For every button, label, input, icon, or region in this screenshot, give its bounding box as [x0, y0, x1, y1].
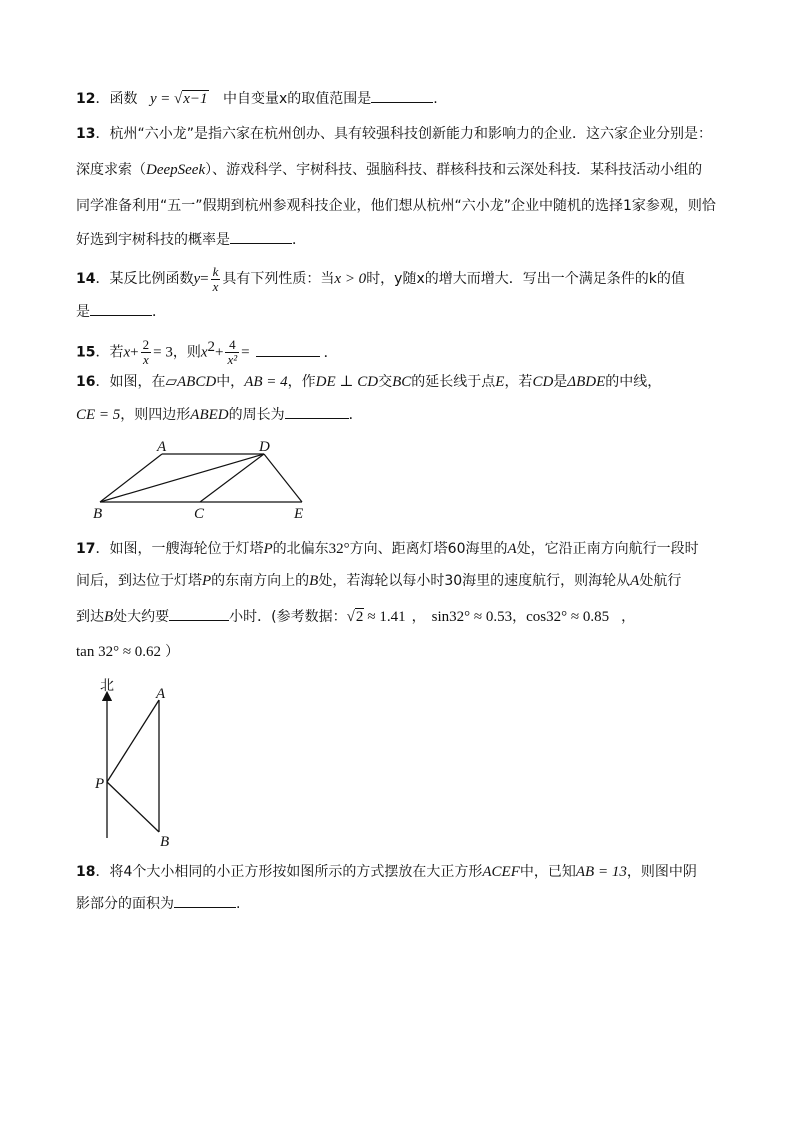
label-north: 北: [100, 678, 114, 694]
question-13-line-3: [76, 196, 716, 216]
label-c: C: [194, 506, 205, 522]
question-text: 时，y随x的增大而增大．写出一个满足条件的k的值: [366, 271, 685, 287]
question-text: 方向、距离灯塔: [349, 541, 448, 557]
math-text: DeepSeek: [146, 162, 206, 178]
question-text: ．函数: [95, 91, 138, 107]
question-text: 是: [553, 374, 568, 390]
math-op: +: [130, 344, 139, 361]
math-expr: ▱ABCD: [165, 374, 217, 390]
answer-blank[interactable]: [285, 404, 349, 419]
separator: ，: [512, 609, 527, 625]
math-expr: ACEF: [482, 864, 520, 880]
question-text: 是: [76, 304, 90, 320]
math-expr: CD: [532, 374, 554, 390]
answer-blank[interactable]: [90, 301, 152, 316]
math-op: =: [200, 271, 209, 287]
question-13-line-4: [76, 229, 306, 250]
answer-blank[interactable]: [174, 893, 236, 908]
question-text: 处大约要: [113, 609, 170, 625]
numerator: k: [212, 263, 219, 279]
question-16-line-2: [76, 404, 363, 425]
question-text: ．: [292, 232, 306, 248]
question-13-line-1: [76, 124, 712, 144]
question-text: 中，已知: [519, 864, 576, 880]
question-17-line-4: [76, 642, 179, 662]
question-17-line-3: [76, 606, 635, 627]
math-op: +: [215, 344, 224, 361]
fraction: [211, 265, 221, 294]
denominator: x: [212, 278, 219, 294]
math-exponent: 2: [207, 339, 216, 355]
question-18-line-2: [76, 893, 240, 914]
question-text: 交: [378, 374, 393, 390]
math-expr: = 3: [153, 344, 173, 361]
math-var: y: [193, 271, 201, 287]
answer-blank[interactable]: [169, 606, 229, 621]
question-number: 14: [76, 271, 96, 287]
question-text: 的延长线于点: [411, 374, 496, 390]
question-text: ，则图中阴: [626, 864, 697, 880]
question-text: ．: [323, 344, 338, 361]
math-var: B: [104, 609, 114, 625]
answer-blank[interactable]: [230, 229, 292, 244]
math-var: A: [507, 541, 517, 557]
question-text: ．: [152, 304, 166, 320]
separator: ，: [411, 609, 426, 625]
question-17-line-1: [76, 539, 699, 559]
sqrt-sign: √: [173, 91, 183, 107]
math-expr: AB = 13: [575, 864, 627, 880]
math-var: y: [149, 91, 157, 107]
sqrt-sign: √: [346, 609, 355, 625]
question-text: 处航行: [639, 573, 682, 589]
question-text: ．: [348, 407, 363, 423]
label-d: D: [259, 439, 270, 455]
segment-ab: [100, 454, 162, 502]
fraction: [141, 338, 152, 367]
question-text: ．如图，在: [95, 374, 166, 390]
math-value: 32°: [328, 541, 350, 557]
question-text: .: [433, 91, 438, 107]
answer-blank[interactable]: [371, 88, 433, 103]
question-text: 的周长为: [228, 407, 285, 423]
math-expr: cos32° ≈ 0.85: [526, 609, 610, 625]
question-number: 18: [76, 864, 96, 880]
question-text: 中，: [216, 374, 245, 390]
question-16-line-1: [76, 372, 661, 392]
question-text: 影部分的面积为: [76, 896, 174, 912]
question-text: ）: [165, 644, 180, 660]
question-text: .: [236, 896, 241, 912]
math-op: =: [241, 344, 250, 361]
question-14-line-1: [76, 262, 685, 296]
separator: ，: [621, 609, 636, 625]
math-var: P: [202, 573, 212, 589]
question-text: ，作: [287, 374, 316, 390]
segment-cd: [200, 454, 264, 502]
question-text: 深度求索（: [76, 162, 146, 178]
math-var: A: [630, 573, 640, 589]
question-text: 同学准备利用“五一”假期到杭州参观科技企业，他们想从杭州“六小龙”企业中随机的选择1家参观，则恰: [76, 198, 716, 214]
answer-blank[interactable]: [256, 342, 320, 357]
numerator: 4: [225, 338, 239, 353]
question-17-line-2: [76, 571, 681, 591]
segment-pa: [107, 700, 159, 782]
segment-pb: [107, 782, 159, 832]
math-expr: CE = 5: [76, 407, 121, 423]
question-text: 中自变量x的取值范围是: [222, 91, 372, 107]
question-number: 12: [76, 91, 96, 107]
question-text: ．如图，一艘海轮位于灯塔: [95, 541, 264, 557]
label-p: P: [95, 776, 105, 792]
question-text: 的东南方向上的: [211, 573, 310, 589]
question-text: 海里的: [465, 541, 508, 557]
question-text: 的中线，: [605, 374, 662, 390]
math-var: E: [495, 374, 505, 390]
question-text: ．将4个大小相同的小正方形按如图所示的方式摆放在大正方形: [95, 864, 483, 880]
math-var: x: [200, 344, 208, 361]
label-e: E: [294, 506, 304, 522]
math-expr: AB = 4: [244, 374, 288, 390]
math-op: =: [161, 91, 170, 107]
question-text: ．某反比例函数: [95, 271, 194, 287]
question-number: 17: [76, 541, 96, 557]
math-expr: ΔBDE: [567, 374, 606, 390]
question-text: 处，它沿正南方向航行一段时: [516, 541, 699, 557]
question-text: 海里的速度航行，则海轮从: [462, 573, 631, 589]
question-text: ．杭州“六小龙”是指六家在杭州创办、具有较强科技创新能力和影响力的企业．这六家企业分别是：: [95, 126, 712, 142]
question-text: 好选到宇树科技的概率是: [76, 232, 230, 248]
math-radicand: x−1: [183, 91, 208, 107]
question-text: ．若: [95, 344, 124, 361]
segment-de: [264, 454, 302, 502]
math-var: P: [263, 541, 273, 557]
question-text: 间后，到达位于灯塔: [76, 573, 202, 589]
math-radicand: 2: [355, 609, 364, 625]
math-var: x: [123, 344, 131, 361]
label-a: A: [157, 439, 167, 455]
question-number: 13: [76, 126, 96, 142]
label-b: B: [160, 834, 170, 848]
math-expr: DE ⊥ CD: [315, 374, 379, 390]
label-a: A: [156, 686, 166, 702]
question-text: 的北偏东: [272, 541, 329, 557]
question-13-line-2: [76, 160, 702, 180]
question-text: 处，若海轮以每小时: [318, 573, 445, 589]
question-text: ，若: [504, 374, 533, 390]
math-expr: x > 0: [334, 271, 367, 287]
denominator: x²: [227, 352, 238, 368]
question-text: ，则: [172, 344, 201, 361]
math-expr: ABED: [190, 407, 229, 423]
q16-figure: [86, 436, 316, 526]
question-15: [76, 330, 338, 370]
math-expr: BC: [392, 374, 412, 390]
numerator: 2: [142, 337, 150, 353]
math-expr: ≈ 1.41: [367, 609, 406, 625]
question-text: ，则四边形: [120, 407, 191, 423]
question-number: 16: [76, 374, 96, 390]
question-text: 具有下列性质：当: [222, 271, 335, 287]
label-b: B: [93, 506, 103, 522]
question-12: [76, 88, 438, 109]
question-text: ）、游戏科学、宇树科技、强脑科技、群核科技和云深处科技．某科技活动小组的: [205, 162, 703, 178]
math-value: 60: [447, 541, 466, 557]
fraction: [225, 338, 239, 367]
question-text: 小时．(参考数据：: [229, 609, 347, 625]
math-value: 30: [444, 573, 463, 589]
question-text: 到达: [76, 609, 104, 625]
math-var: B: [309, 573, 319, 589]
question-number: 15: [76, 344, 96, 361]
math-expr: tan 32° ≈ 0.62: [76, 644, 162, 660]
denominator: x: [142, 352, 149, 368]
q17-figure: [86, 676, 196, 848]
segment-bd: [100, 454, 264, 502]
question-14-line-2: [76, 301, 166, 322]
math-expr: sin32° ≈ 0.53: [431, 609, 513, 625]
question-18-line-1: [76, 862, 697, 882]
